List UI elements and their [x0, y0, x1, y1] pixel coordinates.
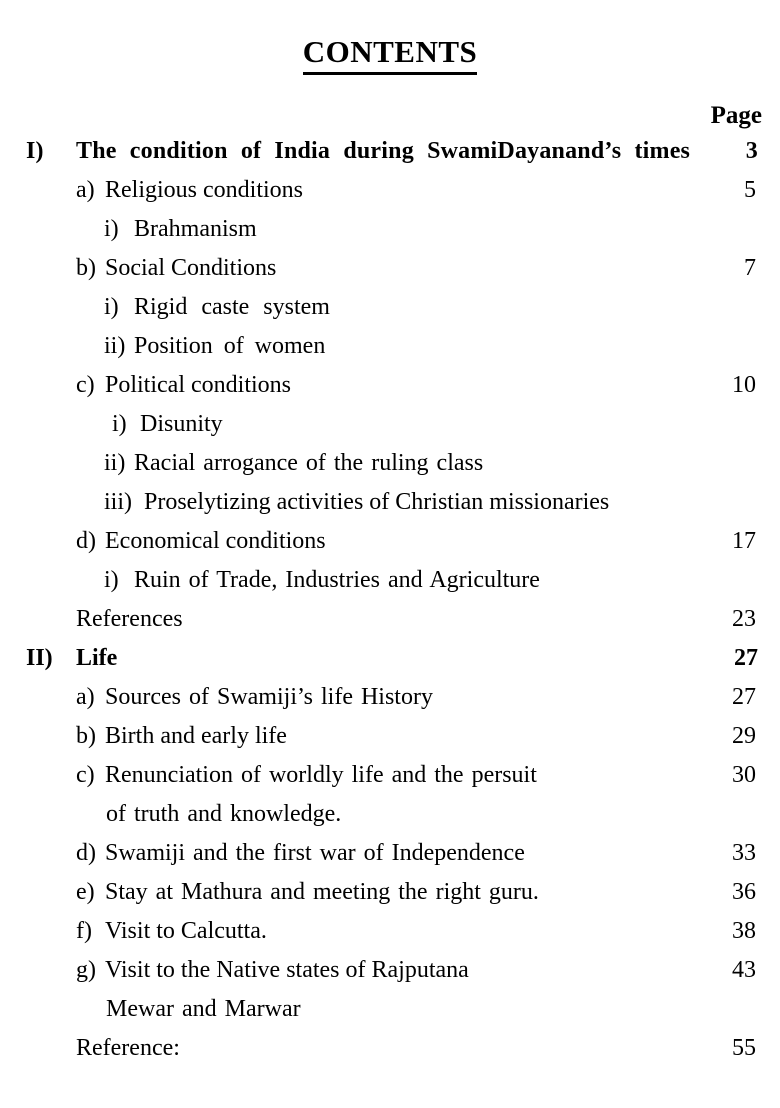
toc-entry-label: Social Conditions	[105, 255, 277, 281]
toc-entry-label: Birth and early life	[105, 723, 287, 749]
toc-entry-marker: i)	[104, 294, 119, 320]
toc-entry-marker: I)	[26, 138, 44, 164]
toc-entry-label: Ruin of Trade, Industries and Agriculture	[134, 567, 540, 593]
toc-entry-marker: ii)	[104, 450, 126, 476]
toc-entry-label: Political conditions	[105, 372, 291, 398]
toc-entry-label: Religious conditions	[105, 177, 303, 203]
toc-entry-marker: c)	[76, 762, 95, 788]
toc-entry[interactable]	[0, 799, 780, 838]
toc-entry-page-number: 55	[732, 1035, 756, 1061]
toc-entry-marker: g)	[76, 957, 96, 983]
toc-entry-marker: f)	[76, 918, 92, 944]
toc-entry[interactable]	[0, 175, 780, 214]
toc-entry-marker: II)	[26, 645, 53, 671]
toc-entry-page-number: 17	[732, 528, 756, 554]
toc-entry-label: Sources of Swamiji’s life History	[105, 684, 433, 710]
toc-entry-marker: ii)	[104, 333, 126, 359]
toc-entry[interactable]	[0, 760, 780, 799]
toc-entry-page-number: 23	[732, 606, 756, 632]
toc-entry-marker: a)	[76, 177, 95, 203]
toc-entry[interactable]	[0, 1033, 780, 1072]
toc-entry-page-number: 38	[732, 918, 756, 944]
page-title	[0, 36, 780, 75]
toc-entry-page-number: 27	[732, 684, 756, 710]
toc-entry-label: of truth and knowledge.	[106, 801, 342, 827]
toc-entry-marker: d)	[76, 840, 96, 866]
toc-entry[interactable]	[0, 682, 780, 721]
toc-entry-label: Disunity	[140, 411, 223, 437]
toc-entry-label: Reference:	[76, 1035, 180, 1061]
toc-entry[interactable]	[0, 409, 780, 448]
toc-entry[interactable]	[0, 448, 780, 487]
toc-entry-page-number: 27	[734, 645, 758, 671]
toc-entry-label: Visit to the Native states of Rajputana	[105, 957, 469, 983]
toc-entry[interactable]	[0, 838, 780, 877]
toc-entry-page-number: 5	[744, 177, 756, 203]
page-column-header: Page	[710, 102, 762, 129]
toc-entry[interactable]	[0, 955, 780, 994]
toc-entry[interactable]	[0, 565, 780, 604]
toc-entry[interactable]	[0, 370, 780, 409]
toc-entry[interactable]	[0, 136, 780, 175]
toc-entry-marker: i)	[112, 411, 127, 437]
toc-entry[interactable]	[0, 214, 780, 253]
toc-entry-page-number: 36	[732, 879, 756, 905]
toc-entry-marker: i)	[104, 216, 119, 242]
toc-entry-label: Racial arrogance of the ruling class	[134, 450, 484, 476]
toc-entry-label: Life	[76, 645, 118, 671]
page-title-text: CONTENTS	[303, 36, 478, 75]
toc-entry[interactable]	[0, 877, 780, 916]
toc-entry-page-number: 29	[732, 723, 756, 749]
toc-entry-label: Brahmanism	[134, 216, 257, 242]
toc-entry[interactable]	[0, 643, 780, 682]
toc-entry-marker: iii)	[104, 489, 132, 515]
toc-entry[interactable]	[0, 916, 780, 955]
toc-entry-marker: e)	[76, 879, 95, 905]
toc-entry-label: References	[76, 606, 183, 632]
toc-entry[interactable]	[0, 487, 780, 526]
toc-entry-label: The condition of India during SwamiDayanand’s times	[76, 138, 691, 164]
toc-entry-marker: c)	[76, 372, 95, 398]
toc-entry-page-number: 30	[732, 762, 756, 788]
toc-entry[interactable]	[0, 526, 780, 565]
toc-entry[interactable]	[0, 331, 780, 370]
toc-entry-label: Visit to Calcutta.	[105, 918, 267, 944]
toc-entry[interactable]	[0, 721, 780, 760]
toc-entry-marker: i)	[104, 567, 119, 593]
toc-entry-page-number: 33	[732, 840, 756, 866]
toc-entry-page-number: 10	[732, 372, 756, 398]
toc-entry[interactable]	[0, 253, 780, 292]
toc-entry-page-number: 43	[732, 957, 756, 983]
toc-entry-label: Stay at Mathura and meeting the right guru.	[105, 879, 539, 905]
table-of-contents	[0, 136, 780, 1072]
toc-entry-marker: d)	[76, 528, 96, 554]
toc-entry-page-number: 7	[744, 255, 756, 281]
toc-entry-page-number: 3	[745, 138, 758, 164]
toc-entry-label: Swamiji and the first war of Independence	[105, 840, 525, 866]
toc-entry-marker: a)	[76, 684, 95, 710]
toc-entry[interactable]	[0, 994, 780, 1033]
toc-entry[interactable]	[0, 292, 780, 331]
toc-entry-label: Renunciation of worldly life and the persuit	[105, 762, 537, 788]
toc-entry-label: Mewar and Marwar	[106, 996, 301, 1022]
toc-entry-marker: b)	[76, 723, 96, 749]
toc-entry[interactable]	[0, 604, 780, 643]
toc-entry-marker: b)	[76, 255, 96, 281]
toc-entry-label: Position of women	[134, 333, 326, 359]
toc-entry-label: Proselytizing activities of Christian missionaries	[144, 489, 610, 515]
toc-entry-label: Economical conditions	[105, 528, 326, 554]
toc-entry-label: Rigid caste system	[134, 294, 330, 320]
